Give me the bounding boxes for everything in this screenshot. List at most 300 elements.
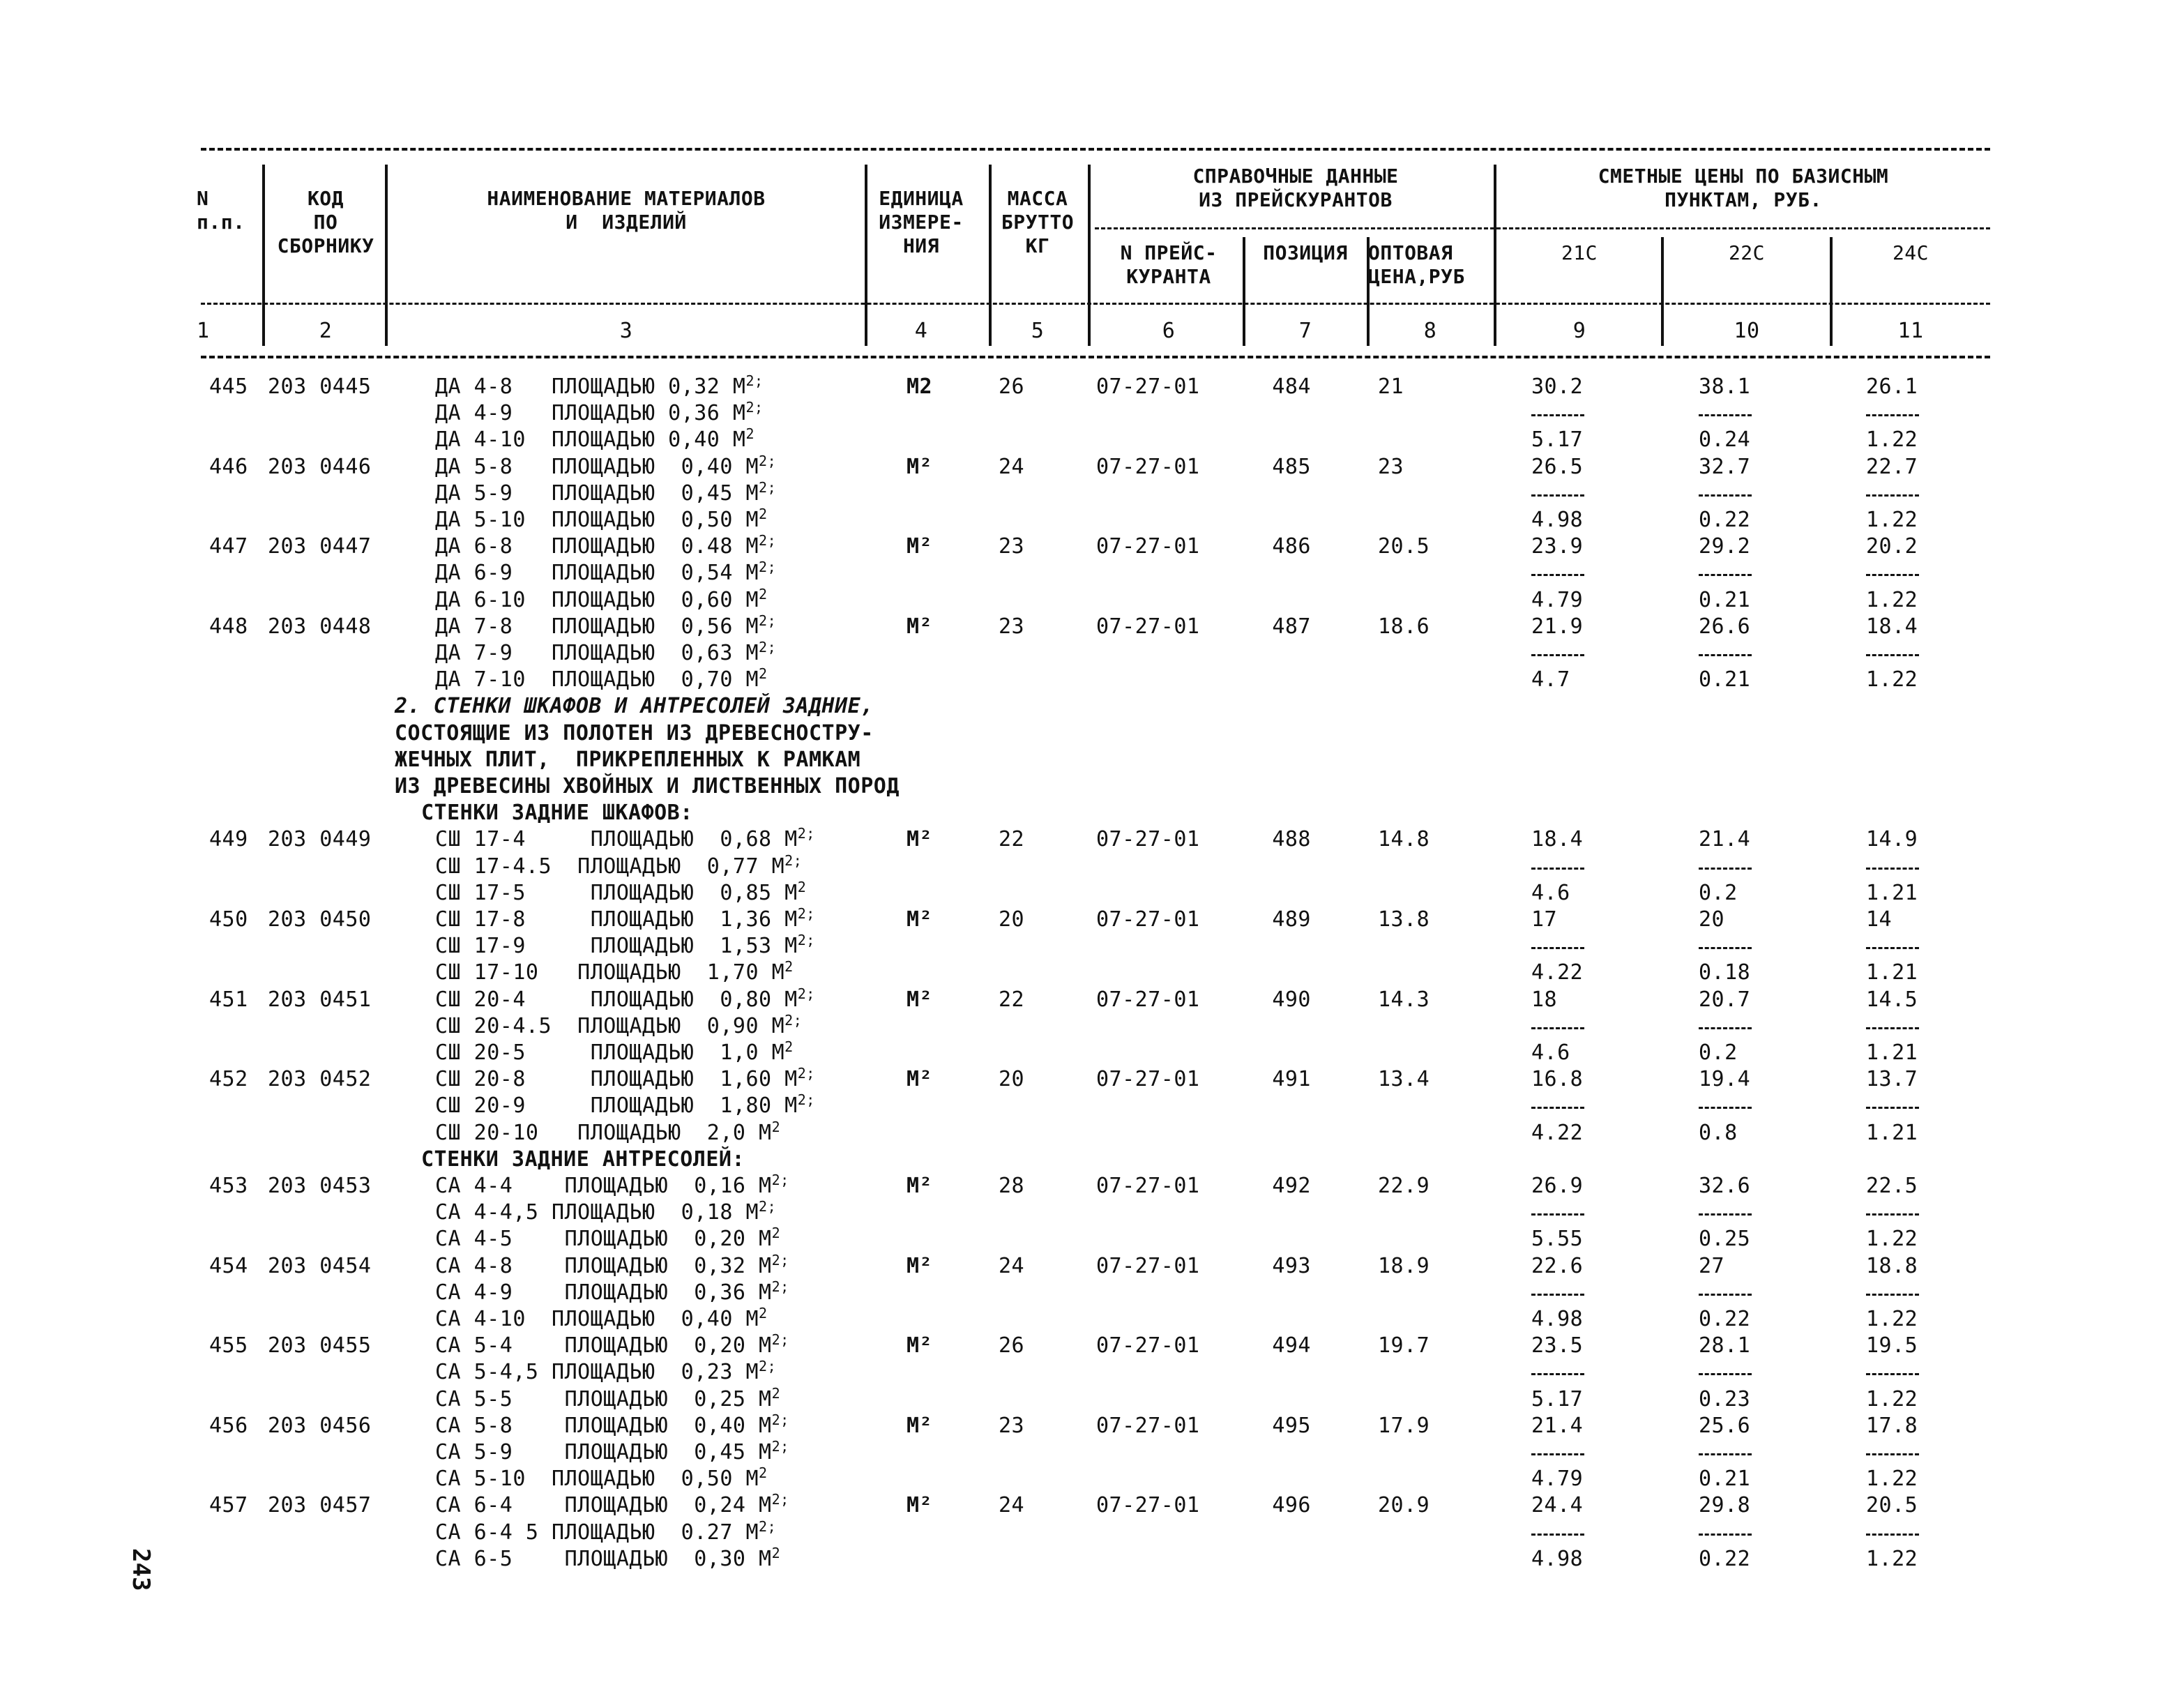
delivery-24c: 1.22 xyxy=(1866,1227,1918,1252)
position: 484 xyxy=(1272,374,1311,399)
header-col5: МАССА БРУТТО КГ xyxy=(1001,187,1075,257)
superscript: 2 xyxy=(797,878,807,895)
price-21c: 21.4 xyxy=(1531,1413,1584,1438)
superscript: 2 xyxy=(759,506,768,522)
price-22c: 29.8 xyxy=(1699,1493,1751,1518)
delivery-22c: 0.8 xyxy=(1699,1120,1738,1145)
price-list-number: 07-27-01 xyxy=(1096,987,1200,1012)
superscript: 2; xyxy=(797,932,815,949)
delivery-24c: 1.21 xyxy=(1866,1040,1918,1065)
superscript: 2; xyxy=(745,399,764,416)
delivery-24c: 1.21 xyxy=(1866,880,1918,905)
wholesale-price: 13.4 xyxy=(1378,1067,1430,1092)
price-divider-24c xyxy=(1866,947,1919,949)
row-number: 445 xyxy=(209,374,248,399)
price-divider-21c xyxy=(1531,494,1584,497)
price-22c: 32.7 xyxy=(1699,454,1751,479)
price-22c: 20.7 xyxy=(1699,987,1751,1012)
delivery-22c: 0.21 xyxy=(1699,667,1751,692)
row-code: 203 0457 xyxy=(268,1493,372,1518)
material-name: СШ 17-10 ПЛОЩАДЬЮ 1,70 $М^2$ xyxy=(435,958,794,985)
delivery-22c: 0.18 xyxy=(1699,960,1751,985)
delivery-21c: 4.6 xyxy=(1531,1040,1570,1065)
row-number: 457 xyxy=(209,1493,248,1518)
header-col1: N п.п. xyxy=(197,187,245,234)
wholesale-price: 14.3 xyxy=(1378,987,1430,1012)
price-21c: 17 xyxy=(1531,907,1558,932)
delivery-21c: 4.98 xyxy=(1531,1546,1584,1571)
position: 492 xyxy=(1272,1174,1311,1198)
material-name: СШ 17-5 ПЛОЩАДЬЮ 0,85 $М^2$ xyxy=(435,878,807,905)
price-list-number: 07-27-01 xyxy=(1096,827,1200,852)
material-name: СА 5-9 ПЛОЩАДЬЮ 0,45 $М^{2;}$ xyxy=(435,1438,789,1464)
section-heading-line: СОСТОЯЩИЕ ИЗ ПОЛОТЕН ИЗ ДРЕВЕСНОСТРУ- xyxy=(395,720,874,745)
delivery-24c: 1.22 xyxy=(1866,508,1918,532)
price-divider-24c xyxy=(1866,1213,1919,1216)
price-24c: 22.7 xyxy=(1866,454,1918,479)
price-21c: 26.9 xyxy=(1531,1174,1584,1198)
price-22c: 28.1 xyxy=(1699,1333,1751,1358)
unit: М² xyxy=(907,1067,933,1092)
material-name: СШ 20-9 ПЛОЩАДЬЮ 1,80 $М^{2;}$ xyxy=(435,1091,815,1119)
row-number: 454 xyxy=(209,1253,248,1278)
superscript: 2; xyxy=(784,851,803,869)
price-divider-22c xyxy=(1699,574,1752,576)
superscript: 2 xyxy=(784,958,794,976)
column-number: 11 xyxy=(1897,319,1924,343)
unit: М² xyxy=(907,454,933,479)
superscript: 2; xyxy=(797,825,815,842)
unit: М² xyxy=(907,1253,933,1278)
delivery-22c: 0.22 xyxy=(1699,508,1751,532)
price-24c: 20.2 xyxy=(1866,534,1918,559)
price-divider-21c xyxy=(1531,1373,1584,1375)
price-list-number: 07-27-01 xyxy=(1096,1493,1200,1518)
wholesale-price: 20.5 xyxy=(1378,534,1430,559)
price-24c: 19.5 xyxy=(1866,1333,1918,1358)
superscript: 2; xyxy=(771,1491,789,1508)
mass: 23 xyxy=(999,614,1025,639)
superscript: 2; xyxy=(771,1251,789,1269)
delivery-22c: 0.2 xyxy=(1699,880,1738,905)
price-21c: 23.9 xyxy=(1531,534,1584,559)
mass: 20 xyxy=(999,907,1025,932)
section-heading-line: 2. СТЕНКИ ШКАФОВ И АНТРЕСОЛЕЙ ЗАДНИЕ, xyxy=(395,694,874,719)
row-code: 203 0455 xyxy=(268,1333,372,1358)
unit: М² xyxy=(907,1333,933,1358)
col-sep-2 xyxy=(385,165,388,346)
price-24c: 17.8 xyxy=(1866,1413,1918,1438)
row-code: 203 0454 xyxy=(268,1253,372,1278)
delivery-21c: 4.7 xyxy=(1531,667,1570,692)
mass: 22 xyxy=(999,987,1025,1012)
row-code: 203 0447 xyxy=(268,534,372,559)
superscript: 2 xyxy=(759,665,768,683)
wholesale-price: 13.8 xyxy=(1378,907,1430,932)
price-divider-21c xyxy=(1531,1027,1584,1029)
header-col9: 21С xyxy=(1561,241,1598,264)
delivery-22c: 0.25 xyxy=(1699,1227,1751,1252)
delivery-21c: 5.17 xyxy=(1531,427,1584,453)
price-24c: 14 xyxy=(1866,907,1893,932)
superscript: 2; xyxy=(759,559,777,576)
price-24c: 13.7 xyxy=(1866,1067,1918,1092)
row-number: 455 xyxy=(209,1333,248,1358)
price-divider-24c xyxy=(1866,1373,1919,1375)
delivery-21c: 4.22 xyxy=(1531,1120,1584,1145)
delivery-21c: 4.98 xyxy=(1531,1307,1584,1331)
price-22c: 26.6 xyxy=(1699,614,1751,639)
col-sep-9 xyxy=(1661,237,1664,346)
delivery-24c: 1.22 xyxy=(1866,1386,1918,1411)
price-divider-21c xyxy=(1531,868,1584,870)
wholesale-price: 18.6 xyxy=(1378,614,1430,639)
price-21c: 16.8 xyxy=(1531,1067,1584,1092)
header-numbers-rule xyxy=(201,356,1990,358)
price-divider-24c xyxy=(1866,1027,1919,1029)
mass: 22 xyxy=(999,827,1025,852)
price-divider-22c xyxy=(1699,1027,1752,1029)
price-21c: 18 xyxy=(1531,987,1558,1012)
header-col11: 24С xyxy=(1892,241,1929,264)
position: 490 xyxy=(1272,987,1311,1012)
delivery-24c: 1.22 xyxy=(1866,587,1918,612)
price-list-number: 07-27-01 xyxy=(1096,1413,1200,1438)
header-col4: ЕДИНИЦА ИЗМЕРЕ- НИЯ xyxy=(879,187,964,257)
mass: 24 xyxy=(999,454,1025,479)
column-number: 4 xyxy=(914,319,928,343)
price-divider-21c xyxy=(1531,574,1584,576)
superscript: 2; xyxy=(771,1438,789,1455)
header-col10: 22С xyxy=(1728,241,1766,264)
row-number: 453 xyxy=(209,1174,248,1198)
price-divider-22c xyxy=(1699,1373,1752,1375)
price-24c: 14.5 xyxy=(1866,987,1918,1012)
price-list-number: 07-27-01 xyxy=(1096,1333,1200,1358)
material-name: СА 5-10 ПЛОЩАДЬЮ 0,50 $М^2$ xyxy=(435,1464,768,1492)
price-24c: 18.8 xyxy=(1866,1253,1918,1278)
material-name: ДА 6-9 ПЛОЩАДЬЮ 0,54 $М^{2;}$ xyxy=(435,559,777,586)
material-name: СА 5-4,5 ПЛОЩАДЬЮ 0,23 $М^{2;}$ xyxy=(435,1358,777,1385)
material-name: ДА 7-10 ПЛОЩАДЬЮ 0,70 $М^2$ xyxy=(435,665,768,692)
price-list-number: 07-27-01 xyxy=(1096,1174,1200,1198)
delivery-24c: 1.21 xyxy=(1866,1120,1918,1145)
row-code: 203 0449 xyxy=(268,827,372,852)
row-number: 450 xyxy=(209,907,248,932)
unit: М² xyxy=(907,987,933,1012)
delivery-21c: 4.79 xyxy=(1531,1467,1584,1492)
position: 495 xyxy=(1272,1413,1311,1438)
price-divider-21c xyxy=(1531,1213,1584,1216)
row-number: 452 xyxy=(209,1067,248,1092)
price-21c: 21.9 xyxy=(1531,614,1584,639)
material-name: ДА 7-8 ПЛОЩАДЬЮ 0,56 $М^{2;}$ xyxy=(435,612,777,639)
price-list-number: 07-27-01 xyxy=(1096,907,1200,932)
price-divider-24c xyxy=(1866,1294,1919,1296)
superscript: 2; xyxy=(759,612,777,629)
price-21c: 22.6 xyxy=(1531,1253,1584,1278)
price-divider-21c xyxy=(1531,1453,1584,1455)
delivery-21c: 5.55 xyxy=(1531,1227,1584,1252)
position: 487 xyxy=(1272,614,1311,639)
mass: 26 xyxy=(999,1333,1025,1358)
superscript: 2; xyxy=(759,1517,777,1535)
wholesale-price: 21 xyxy=(1378,374,1404,399)
superscript: 2; xyxy=(759,1198,777,1216)
position: 494 xyxy=(1272,1333,1311,1358)
header-mid-rule xyxy=(1095,227,1990,229)
superscript: 2 xyxy=(771,1225,781,1242)
mass: 28 xyxy=(999,1174,1025,1198)
delivery-22c: 0.22 xyxy=(1699,1307,1751,1331)
material-name: СА 5-5 ПЛОЩАДЬЮ 0,25 $М^2$ xyxy=(435,1384,781,1411)
subsection-title: СТЕНКИ ЗАДНИЕ АНТРЕСОЛЕЙ: xyxy=(421,1146,745,1172)
row-number: 448 xyxy=(209,614,248,639)
row-code: 203 0446 xyxy=(268,454,372,479)
price-divider-22c xyxy=(1699,1107,1752,1109)
row-number: 446 xyxy=(209,454,248,479)
price-21c: 26.5 xyxy=(1531,454,1584,479)
position: 493 xyxy=(1272,1253,1311,1278)
price-divider-22c xyxy=(1699,1213,1752,1216)
superscript: 2 xyxy=(759,585,768,603)
superscript: 2; xyxy=(771,1411,789,1428)
material-name: СА 4-4,5 ПЛОЩАДЬЮ 0,18 $М^{2;}$ xyxy=(435,1198,777,1225)
delivery-21c: 4.6 xyxy=(1531,880,1570,905)
price-divider-22c xyxy=(1699,868,1752,870)
wholesale-price: 20.9 xyxy=(1378,1493,1430,1518)
column-number: 7 xyxy=(1298,319,1312,343)
price-divider-21c xyxy=(1531,414,1584,416)
material-name: СА 6-5 ПЛОЩАДЬЮ 0,30 $М^2$ xyxy=(435,1544,781,1571)
price-22c: 29.2 xyxy=(1699,534,1751,559)
material-name: СА 4-5 ПЛОЩАДЬЮ 0,20 $М^2$ xyxy=(435,1225,781,1252)
header-sub-rule xyxy=(201,303,1990,305)
material-name: СА 4-8 ПЛОЩАДЬЮ 0,32 $М^{2;}$ xyxy=(435,1251,789,1278)
delivery-24c: 1.22 xyxy=(1866,667,1918,692)
superscript: 2; xyxy=(771,1278,789,1295)
price-list-number: 07-27-01 xyxy=(1096,1253,1200,1278)
unit: М² xyxy=(907,614,933,639)
position: 486 xyxy=(1272,534,1311,559)
row-number: 451 xyxy=(209,987,248,1012)
material-name: СА 4-10 ПЛОЩАДЬЮ 0,40 $М^2$ xyxy=(435,1305,768,1331)
superscript: 2 xyxy=(745,425,755,443)
delivery-22c: 0.2 xyxy=(1699,1040,1738,1065)
header-col3: НАИМЕНОВАНИЕ МАТЕРИАЛОВ И ИЗДЕЛИЙ xyxy=(487,187,766,234)
material-name: СА 6-4 ПЛОЩАДЬЮ 0,24 $М^{2;}$ xyxy=(435,1491,789,1518)
superscript: 2; xyxy=(797,1091,815,1109)
col-sep-1 xyxy=(262,165,265,346)
price-divider-22c xyxy=(1699,494,1752,497)
price-divider-21c xyxy=(1531,1534,1584,1536)
superscript: 2; xyxy=(771,1172,789,1188)
material-name: ДА 4-10 ПЛОЩАДЬЮ 0,40 $М^2$ xyxy=(435,425,755,453)
material-name: СА 4-9 ПЛОЩАДЬЮ 0,36 $М^{2;}$ xyxy=(435,1278,789,1305)
price-divider-22c xyxy=(1699,947,1752,949)
position: 489 xyxy=(1272,907,1311,932)
delivery-22c: 0.22 xyxy=(1699,1546,1751,1571)
material-name: ДА 6-10 ПЛОЩАДЬЮ 0,60 $М^2$ xyxy=(435,585,768,612)
price-divider-24c xyxy=(1866,1107,1919,1109)
position: 488 xyxy=(1272,827,1311,852)
price-list-number: 07-27-01 xyxy=(1096,374,1200,399)
superscript: 2; xyxy=(784,1011,803,1029)
price-divider-24c xyxy=(1866,1534,1919,1536)
price-21c: 23.5 xyxy=(1531,1333,1584,1358)
section-heading-line: ЖЕЧНЫХ ПЛИТ, ПРИКРЕПЛЕННЫХ К РАМКАМ xyxy=(395,747,861,772)
price-22c: 27 xyxy=(1699,1253,1725,1278)
superscript: 2; xyxy=(759,639,777,656)
row-number: 456 xyxy=(209,1413,248,1438)
page-number: 243 xyxy=(127,1548,155,1591)
section-heading-line: ИЗ ДРЕВЕСИНЫ ХВОЙНЫХ И ЛИСТВЕННЫХ ПОРОД xyxy=(395,774,900,798)
price-22c: 19.4 xyxy=(1699,1067,1751,1092)
column-number: 3 xyxy=(619,319,633,343)
price-24c: 22.5 xyxy=(1866,1174,1918,1198)
mass: 24 xyxy=(999,1493,1025,1518)
header-col2: КОД ПО СБОРНИКУ xyxy=(277,187,374,257)
mass: 23 xyxy=(999,1413,1025,1438)
price-22c: 21.4 xyxy=(1699,827,1751,852)
price-22c: 38.1 xyxy=(1699,374,1751,399)
wholesale-price: 14.8 xyxy=(1378,827,1430,852)
delivery-21c: 4.98 xyxy=(1531,508,1584,532)
header-col8: ОПТОВАЯ ЦЕНА,РУБ xyxy=(1368,241,1465,288)
price-21c: 18.4 xyxy=(1531,827,1584,852)
delivery-24c: 1.21 xyxy=(1866,960,1918,985)
price-divider-24c xyxy=(1866,1453,1919,1455)
col-sep-5 xyxy=(1088,165,1091,346)
column-number: 9 xyxy=(1572,319,1586,343)
price-divider-21c xyxy=(1531,947,1584,949)
material-name: ДА 5-10 ПЛОЩАДЬЮ 0,50 $М^2$ xyxy=(435,506,768,532)
unit: М² xyxy=(907,1413,933,1438)
material-name: СШ 20-10 ПЛОЩАДЬЮ 2,0 $М^2$ xyxy=(435,1118,781,1145)
price-24c: 26.1 xyxy=(1866,374,1918,399)
price-divider-21c xyxy=(1531,1107,1584,1109)
price-divider-24c xyxy=(1866,414,1919,416)
unit: М² xyxy=(907,1174,933,1198)
material-name: СШ 20-5 ПЛОЩАДЬЮ 1,0 $М^2$ xyxy=(435,1038,794,1065)
price-divider-21c xyxy=(1531,1294,1584,1296)
price-24c: 18.4 xyxy=(1866,614,1918,639)
material-name: СА 5-4 ПЛОЩАДЬЮ 0,20 $М^{2;}$ xyxy=(435,1331,789,1358)
delivery-22c: 0.23 xyxy=(1699,1386,1751,1411)
price-21c: 30.2 xyxy=(1531,374,1584,399)
price-list-number: 07-27-01 xyxy=(1096,1067,1200,1092)
price-divider-21c xyxy=(1531,654,1584,656)
row-code: 203 0451 xyxy=(268,987,372,1012)
header-group-price: СМЕТНЫЕ ЦЕНЫ ПО БАЗИСНЫМ ПУНКТАМ, РУБ. xyxy=(1598,165,1889,211)
price-divider-22c xyxy=(1699,414,1752,416)
wholesale-price: 17.9 xyxy=(1378,1413,1430,1438)
material-name: СШ 20-8 ПЛОЩАДЬЮ 1,60 $М^{2;}$ xyxy=(435,1065,815,1092)
row-code: 203 0456 xyxy=(268,1413,372,1438)
price-divider-24c xyxy=(1866,574,1919,576)
price-divider-22c xyxy=(1699,1453,1752,1455)
position: 485 xyxy=(1272,454,1311,479)
row-number: 447 xyxy=(209,534,248,559)
superscript: 2; xyxy=(759,452,777,469)
superscript: 2; xyxy=(797,905,815,922)
row-code: 203 0448 xyxy=(268,614,372,639)
column-number: 6 xyxy=(1162,319,1176,343)
price-list-number: 07-27-01 xyxy=(1096,454,1200,479)
material-name: СА 5-8 ПЛОЩАДЬЮ 0,40 $М^{2;}$ xyxy=(435,1411,789,1438)
material-name: СШ 20-4.5 ПЛОЩАДЬЮ 0,90 $М^{2;}$ xyxy=(435,1011,803,1038)
superscript: 2 xyxy=(771,1544,781,1561)
row-number: 449 xyxy=(209,827,248,852)
price-24c: 20.5 xyxy=(1866,1493,1918,1518)
superscript: 2; xyxy=(745,372,764,389)
price-list-number: 07-27-01 xyxy=(1096,534,1200,559)
column-number: 8 xyxy=(1423,319,1437,343)
delivery-21c: 5.17 xyxy=(1531,1386,1584,1411)
row-code: 203 0452 xyxy=(268,1067,372,1092)
delivery-24c: 1.22 xyxy=(1866,427,1918,453)
subsection-title: СТЕНКИ ЗАДНИЕ ШКАФОВ: xyxy=(421,801,693,826)
superscript: 2 xyxy=(759,1464,768,1482)
position: 496 xyxy=(1272,1493,1311,1518)
superscript: 2; xyxy=(797,1065,815,1082)
material-name: ДА 6-8 ПЛОЩАДЬЮ 0.48 $М^{2;}$ xyxy=(435,532,777,559)
column-number: 2 xyxy=(319,319,333,343)
mass: 20 xyxy=(999,1067,1025,1092)
price-divider-22c xyxy=(1699,1534,1752,1536)
price-divider-24c xyxy=(1866,868,1919,870)
price-22c: 25.6 xyxy=(1699,1413,1751,1438)
price-divider-24c xyxy=(1866,494,1919,497)
wholesale-price: 23 xyxy=(1378,454,1404,479)
material-name: СШ 17-4.5 ПЛОЩАДЬЮ 0,77 $М^{2;}$ xyxy=(435,851,803,879)
header-col7: ПОЗИЦИЯ xyxy=(1263,241,1348,264)
unit: М² xyxy=(907,534,933,559)
material-name: СШ 17-9 ПЛОЩАДЬЮ 1,53 $М^{2;}$ xyxy=(435,932,815,959)
price-divider-22c xyxy=(1699,1294,1752,1296)
unit: М² xyxy=(907,827,933,852)
row-code: 203 0453 xyxy=(268,1174,372,1198)
price-22c: 20 xyxy=(1699,907,1725,932)
mass: 24 xyxy=(999,1253,1025,1278)
material-name: СШ 17-4 ПЛОЩАДЬЮ 0,68 $М^{2;}$ xyxy=(435,825,815,852)
delivery-22c: 0.21 xyxy=(1699,587,1751,612)
column-number: 1 xyxy=(197,319,210,343)
position: 491 xyxy=(1272,1067,1311,1092)
price-divider-22c xyxy=(1699,654,1752,656)
price-list-number: 07-27-01 xyxy=(1096,614,1200,639)
column-number: 5 xyxy=(1031,319,1045,343)
price-divider-24c xyxy=(1866,654,1919,656)
material-name: ДА 5-8 ПЛОЩАДЬЮ 0,40 $М^{2;}$ xyxy=(435,452,777,479)
price-21c: 24.4 xyxy=(1531,1493,1584,1518)
delivery-21c: 4.79 xyxy=(1531,587,1584,612)
unit: М² xyxy=(907,907,933,932)
price-22c: 32.6 xyxy=(1699,1174,1751,1198)
superscript: 2; xyxy=(797,985,815,1002)
wholesale-price: 22.9 xyxy=(1378,1174,1430,1198)
unit: М2 xyxy=(907,374,933,399)
delivery-21c: 4.22 xyxy=(1531,960,1584,985)
superscript: 2 xyxy=(771,1118,781,1135)
header-col6: N ПРЕЙС- КУРАНТА xyxy=(1120,241,1218,288)
column-number: 10 xyxy=(1734,319,1760,343)
delivery-24c: 1.22 xyxy=(1866,1467,1918,1492)
material-name: ДА 4-8 ПЛОЩАДЬЮ 0,32 $М^{2;}$ xyxy=(435,372,764,399)
material-name: СШ 17-8 ПЛОЩАДЬЮ 1,36 $М^{2;}$ xyxy=(435,905,815,932)
material-name: СШ 20-4 ПЛОЩАДЬЮ 0,80 $М^{2;}$ xyxy=(435,985,815,1012)
row-code: 203 0445 xyxy=(268,374,372,399)
